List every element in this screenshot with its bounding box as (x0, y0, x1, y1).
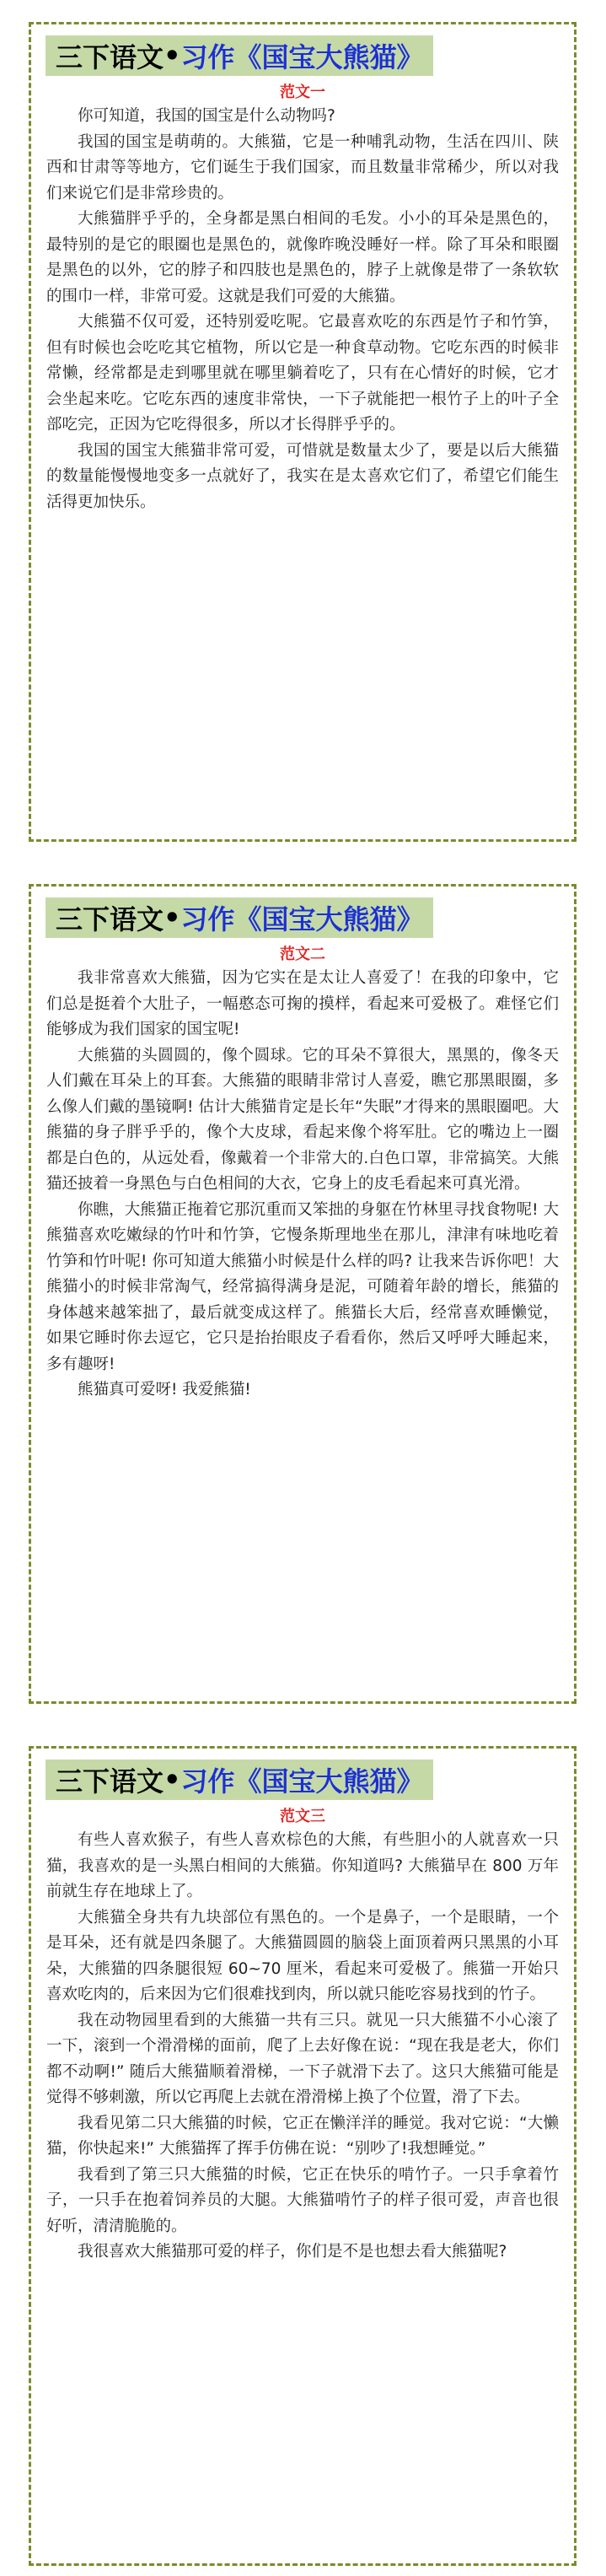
paragraph: 我看到了第三只大熊猫的时候，它正在快乐的啃竹子。一只手拿着竹子，一只手在抱着饲养员的大腿。大熊猫啃竹子的样子很可爱，声音也很好听，清清脆脆的。 (46, 2165, 559, 2235)
essay-header (46, 35, 433, 76)
header-dot: • (164, 40, 181, 72)
paragraph: 我国的国宝大熊猫非常可爱，可惜就是数量太少了，要是以后大熊猫的数量能慢慢地变多一点就好了，我实在是太喜欢它们了，希望它们能生活得更加快乐。 (46, 441, 559, 511)
essay-label: 范文一 (280, 84, 325, 101)
paragraph: 有些人喜欢猴子，有些人喜欢棕色的大熊，有些胆小的人就喜欢一只猫，我喜欢的是一头黑白相间的大熊猫。你知道吗? 大熊猫早在 800 万年前就生存在地球上了。 (46, 1831, 559, 1900)
paragraph: 我国的国宝是萌萌的。大熊猫，它是一种哺乳动物，生活在四川、陕西和甘肃等等地方，它们诞生于我们国家，而且数量非常稀少，所以对我们来说它们是非常珍贵的。 (46, 132, 559, 202)
paragraph: 你瞧，大熊猫正拖着它那沉重而又笨拙的身躯在竹林里寻找食物呢! 大熊猫喜欢吃嫩绿的竹叶和竹笋，它慢条斯理地坐在那儿，津津有味地吃着竹笋和竹叶呢! 你可知道大熊猫小时候是什么样的吗? 让我来告诉你吧！大熊猫小的时候非常淘气，经常搞得满身是泥，可随着年龄的增长，熊猫的身体越来越笨拙了，最后就变成这样了。熊猫长大后，经常喜欢睡懒觉，如果它睡时你去逗它，它只是抬抬眼皮子看看你，然后又呼呼大睡起来，多有趣呀! (46, 1200, 559, 1373)
essay-body (46, 104, 559, 515)
paragraph: 我很喜欢大熊猫那可爱的样子，你们是不是也想去看大熊猫呢? (78, 2243, 507, 2261)
paragraph: 我在动物园里看到的大熊猫一共有三只。就见一只大熊猫不小心滚了一下，滚到一个滑滑梯的面前，爬了上去好像在说：“现在我是老大，你们都不动啊!” 随后大熊猫顺着滑梯，一下子就滑下去了。这只大熊猫可能是觉得不够刺激，所以它再爬上去就在滑滑梯上换了个位置，滑了下去。 (46, 2011, 559, 2106)
header-prefix: 三下语文 (56, 41, 164, 73)
paragraph: 大熊猫胖乎乎的，全身都是黑白相间的毛发。小小的耳朵是黑色的，最特别的是它的眼圈也是黑色的，就像昨晚没睡好一样。除了耳朵和眼圈是黑色的以外，它的脖子和四肢也是黑色的，脖子上就像是带了一条软软的围巾一样，非常可爱。这就是我们可爱的大熊猫。 (46, 210, 559, 305)
paragraph: 我非常喜欢大熊猫，因为它实在是太让人喜爱了！在我的印象中，它们总是挺着个大肚子，一幅憨态可掬的摸样，看起来可爱极了。难怪它们能够成为我们国家的国宝呢! (46, 969, 559, 1038)
header-topic: 习作《国宝大熊猫》 (180, 1765, 424, 1797)
essay-header (46, 1760, 433, 1800)
header-dot: • (164, 1764, 181, 1796)
paragraph: 你可知道，我国的国宝是什么动物吗? (78, 107, 335, 125)
header-topic: 习作《国宝大熊猫》 (180, 903, 424, 935)
essay-label: 范文二 (280, 946, 325, 963)
essay-card-1 (29, 22, 577, 842)
essay-card-3 (29, 1746, 577, 2566)
essay-body (46, 1828, 559, 2266)
essay-label: 范文三 (280, 1808, 325, 1825)
paragraph: 熊猫真可爱呀! 我爱熊猫! (78, 1381, 251, 1398)
paragraph: 大熊猫的头圆圆的，像个圆球。它的耳朵不算很大，黑黑的，像冬天人们戴在耳朵上的耳套。大熊猫的眼睛非常讨人喜爱，瞧它那黑眼圈，多么像人们戴的墨镜啊! 估计大熊猫肯定是长年“失眠”才得来的黑眼圈吧。大熊猫的身子胖乎乎的，像个大皮球，看起来像个将军肚。它的嘴边上一圈都是白色的，从远处看，像戴着一个非常大的.白色口罩，非常搞笑。大熊猫还披着一身黑色与白色相间的大衣，它身上的皮毛看起来可真光滑。 (46, 1046, 559, 1193)
paragraph: 大熊猫不仅可爱，还特别爱吃呢。它最喜欢吃的东西是竹子和竹笋，但有时候也会吃吃其它植物，所以它是一种食草动物。它吃东西的时候非常懒，经常都是走到哪里就在哪里躺着吃了，只有在心情好的时候，它才会坐起来吃。它吃东西的速度非常快，一下子就能把一根竹子上的叶子全部吃完，正因为它吃得很多，所以才长得胖乎乎的。 (46, 313, 559, 434)
essay-card-2 (29, 884, 577, 1704)
paragraph: 我看见第二只大熊猫的时候，它正在懒洋洋的睡觉。我对它说：“大懒猫，你快起来!” 大熊猫挥了挥手仿佛在说：“别吵了!我想睡觉。” (46, 2114, 559, 2158)
header-dot: • (164, 902, 181, 934)
essay-body (46, 966, 559, 1404)
header-prefix: 三下语文 (56, 903, 164, 935)
header-topic: 习作《国宝大熊猫》 (180, 41, 424, 73)
header-prefix: 三下语文 (56, 1765, 164, 1797)
essay-header (46, 897, 433, 938)
paragraph: 大熊猫全身共有九块部位有黑色的。一个是鼻子，一个是眼睛，一个是耳朵，还有就是四条腿了。大熊猫圆圆的脑袋上面顶着两只黑黑的小耳朵，大熊猫的四条腿很短 60~70 厘米，看起来可爱极了。熊猫一开始只喜欢吃肉的，后来因为它们很难找到肉，所以就只能吃容易找到的竹子。 (46, 1908, 559, 2003)
